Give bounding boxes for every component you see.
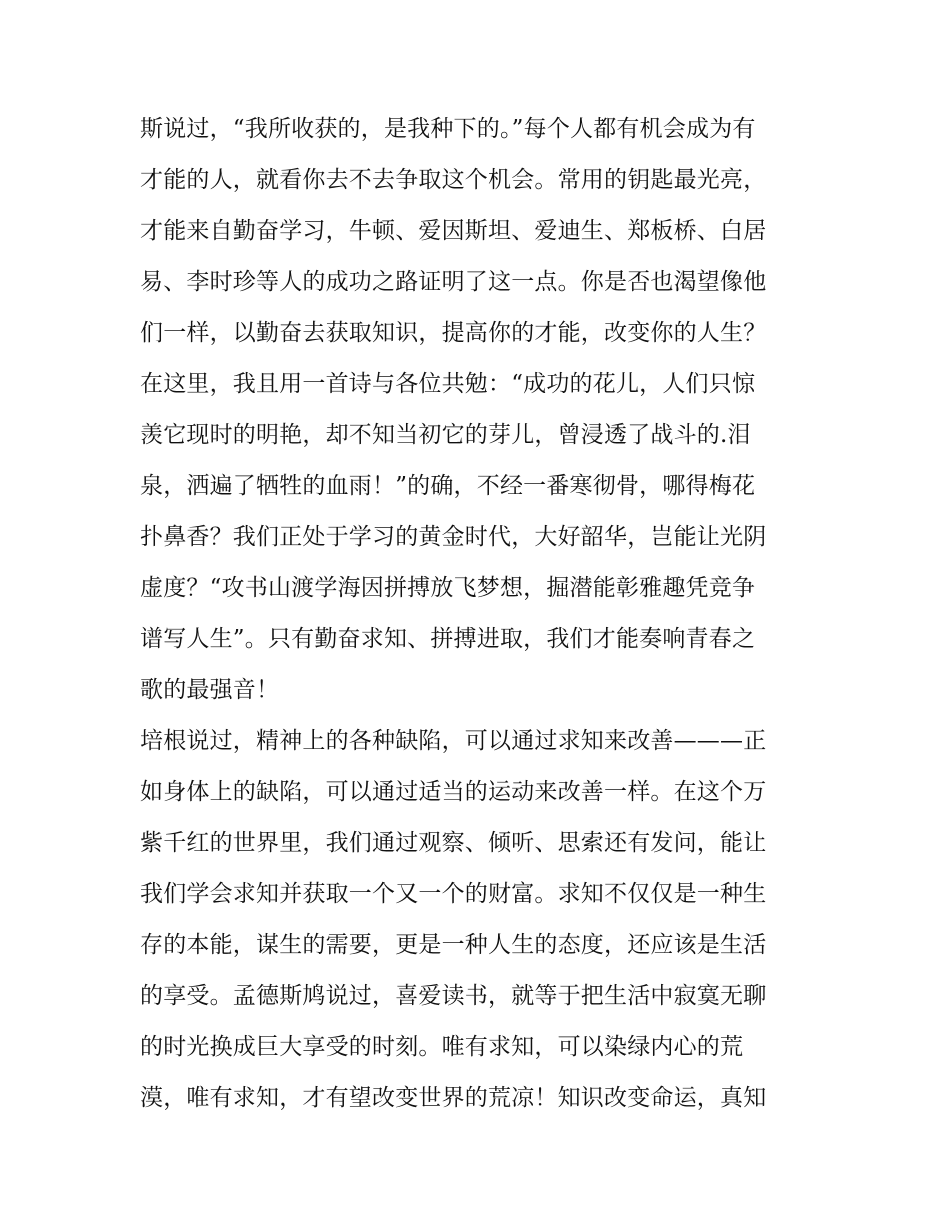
text-line: 们一样，以勤奋去获取知识，提高你的才能，改变你的人生？ bbox=[140, 320, 767, 346]
text-line: 虚度？“攻书山渡学海因拼搏放飞梦想，掘潜能彰雅趣凭竞争 bbox=[140, 575, 756, 601]
text-line: 才能的人，就看你去不去争取这个机会。常用的钥匙最光亮， bbox=[140, 167, 767, 193]
text-line: 羡它现时的明艳，却不知当初它的芽儿，曾浸透了战斗的.泪 bbox=[140, 422, 751, 448]
text-line: 培根说过，精神上的各种缺陷，可以通过求知来改善———正 bbox=[140, 728, 767, 754]
text-line: 存的本能，谋生的需要，更是一种人生的态度，还应该是生活 bbox=[140, 932, 767, 958]
text-line: 斯说过，“我所收获的，是我种下的。”每个人都有机会成为有 bbox=[140, 116, 756, 142]
text-line: 紫千红的世界里，我们通过观察、倾听、思索还有发问，能让 bbox=[140, 830, 767, 856]
text-line: 扑鼻香？我们正处于学习的黄金时代，大好韶华，岂能让光阴 bbox=[140, 524, 767, 550]
text-line: 才能来自勤奋学习，牛顿、爱因斯坦、爱迪生、郑板桥、白居 bbox=[140, 218, 767, 244]
text-line: 歌的最强音！ bbox=[140, 677, 280, 703]
text-line: 泉，洒遍了牺牲的血雨！”的确，不经一番寒彻骨，哪得梅花 bbox=[140, 473, 756, 499]
text-line: 的享受。孟德斯鸠说过，喜爱读书，就等于把生活中寂寞无聊 bbox=[140, 983, 767, 1009]
body-text bbox=[140, 104, 820, 1124]
text-line: 在这里，我且用一首诗与各位共勉：“成功的花儿，人们只惊 bbox=[140, 371, 756, 397]
text-line: 我们学会求知并获取一个又一个的财富。求知不仅仅是一种生 bbox=[140, 881, 767, 907]
text-line: 如身体上的缺陷，可以通过适当的运动来改善一样。在这个万 bbox=[140, 779, 767, 805]
text-line: 易、李时珍等人的成功之路证明了这一点。你是否也渴望像他 bbox=[140, 269, 767, 295]
text-line: 的时光换成巨大享受的时刻。唯有求知，可以染绿内心的荒 bbox=[140, 1034, 744, 1060]
text-line: 谱写人生”。只有勤奋求知、拼搏进取，我们才能奏响青春之 bbox=[140, 626, 756, 652]
text-line: 漠，唯有求知，才有望改变世界的荒凉！知识改变命运，真知 bbox=[140, 1085, 767, 1111]
